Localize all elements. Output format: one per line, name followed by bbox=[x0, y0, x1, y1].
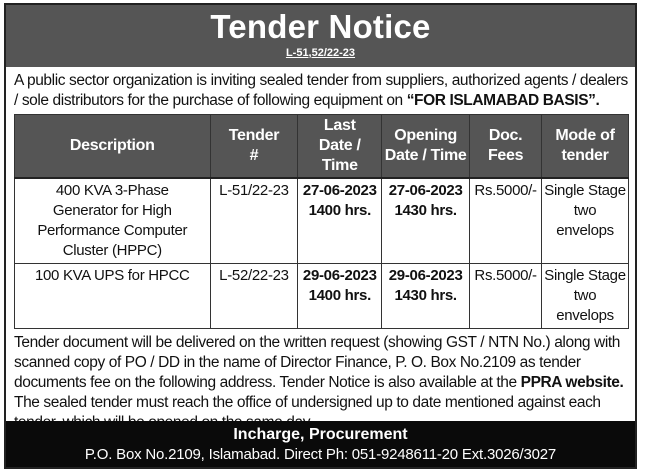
notice-header bbox=[6, 5, 635, 67]
ppra-website-link: PPRA website. bbox=[520, 374, 624, 391]
header-description: Description bbox=[15, 115, 211, 179]
instructions-text: Tender document will be delivered on the written request (showing GST / NTN No.) along with scanned copy of PO / DD in the name of Director Finance, P. O. Box No.2109 as tender documents fee on the following address. Tender Notice is also available at the bbox=[14, 334, 621, 391]
notice-footer bbox=[6, 421, 635, 467]
header-last-date: Last Date / Time bbox=[298, 115, 382, 179]
row-last-date: 29-06-2023 1400 hrs. bbox=[298, 264, 382, 329]
instructions-paragraph bbox=[6, 329, 635, 433]
tender-notice bbox=[4, 3, 637, 469]
table-header-row bbox=[15, 115, 629, 179]
footer-contact: P.O. Box No.2109, Islamabad. Direct Ph: 051-9248611-20 Ext.3026/3027 bbox=[84, 446, 557, 463]
row-fees: Rs.5000/- bbox=[470, 178, 542, 264]
header-tender-number: Tender # bbox=[210, 115, 298, 179]
row-opening-date: 29-06-2023 1430 hrs. bbox=[382, 264, 470, 329]
row-mode: Single Stage two envelops bbox=[542, 178, 629, 264]
row-tender-number: L-51/22-23 bbox=[210, 178, 298, 264]
row-fees: Rs.5000/- bbox=[470, 264, 542, 329]
tender-reference: L-51,52/22-23 bbox=[285, 47, 356, 59]
intro-paragraph bbox=[6, 67, 635, 114]
header-mode: Mode of tender bbox=[542, 115, 629, 179]
header-opening-date: Opening Date / Time bbox=[382, 115, 470, 179]
intro-emphasis: “FOR ISLAMABAD BASIS”. bbox=[406, 92, 600, 109]
instructions-text-continued: The sealed tender must reach the office of undersigned up to date mentioned against each bbox=[14, 394, 601, 411]
row-opening-date: 27-06-2023 1430 hrs. bbox=[382, 178, 470, 264]
row-mode: Single Stage two envelops bbox=[542, 264, 629, 329]
header-doc-fees: Doc. Fees bbox=[470, 115, 542, 179]
table-row bbox=[15, 264, 629, 329]
row-last-date: 27-06-2023 1400 hrs. bbox=[298, 178, 382, 264]
footer-designation: Incharge, Procurement bbox=[233, 426, 408, 443]
row-description: 400 KVA 3-Phase Generator for High Performance Computer Cluster (HPPC) bbox=[15, 178, 211, 264]
row-description: 100 KVA UPS for HPCC bbox=[15, 264, 211, 329]
notice-title: Tender Notice bbox=[210, 8, 431, 45]
tender-table bbox=[14, 114, 629, 329]
row-tender-number: L-52/22-23 bbox=[210, 264, 298, 329]
table-row bbox=[15, 178, 629, 264]
intro-text: A public sector organization is inviting sealed tender from suppliers, authorized agents / dealers / sole distributors for the purchase of following equipment on bbox=[14, 72, 628, 109]
